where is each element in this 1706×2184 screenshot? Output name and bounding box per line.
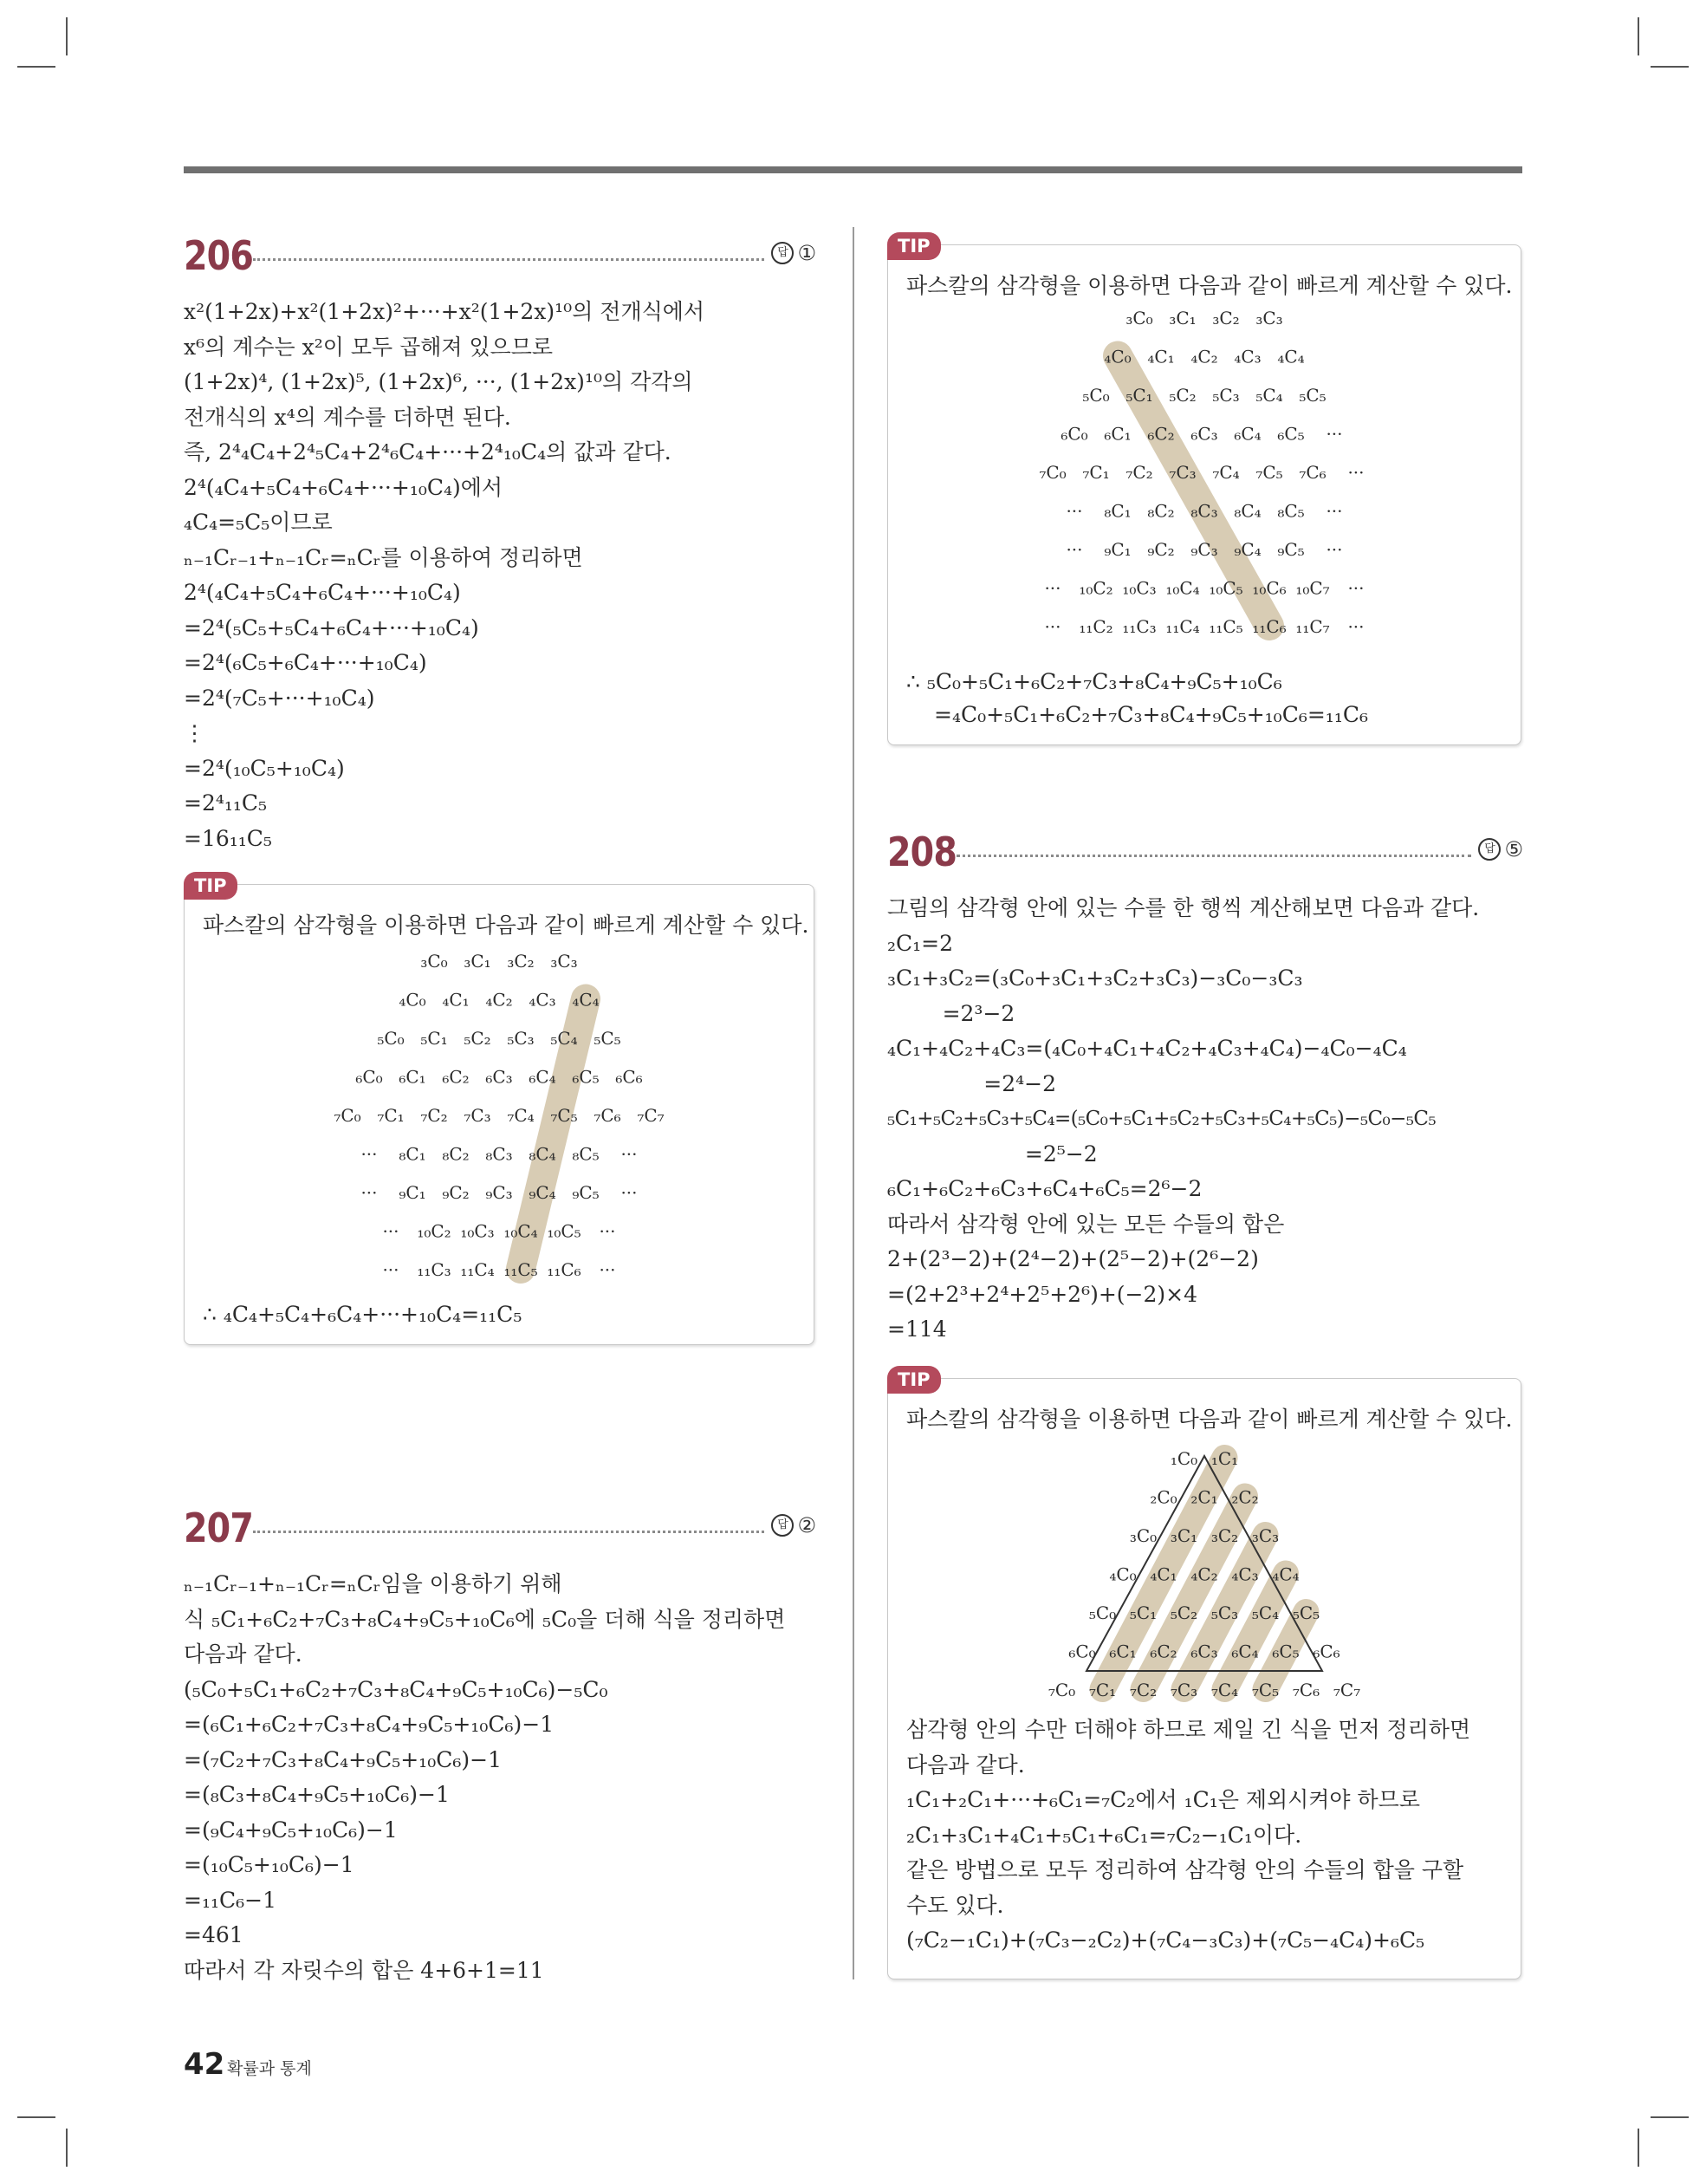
triangle-entry: ₈C₃ <box>1190 500 1218 522</box>
solution-line: ₅C₁+₅C₂+₅C₃+₅C₄=(₅C₀+₅C₁+₅C₂+₅C₃+₅C₄+₅C₅)−₅C₀−₅C₅ <box>887 1108 1436 1130</box>
solution-line: =2⁵−2 <box>887 1141 1098 1167</box>
triangle-entry: ₉C₁ <box>399 1182 426 1203</box>
solution-line: =2³−2 <box>887 1000 1015 1026</box>
pascal-triangle-208 <box>887 1437 1521 1714</box>
triangle-entry: ₇C₅ <box>1255 462 1283 483</box>
triangle-entry: ₆C₂ <box>1147 423 1175 445</box>
triangle-entry: ₃C₁ <box>464 951 491 972</box>
dotted-leader <box>957 855 1471 857</box>
triangle-entry: ₁₁C₄ <box>1165 616 1200 637</box>
solution-line: =(2+2³+2⁴+2⁵+2⁶)+(−2)×4 <box>887 1281 1198 1307</box>
problem-207 <box>184 1505 816 1988</box>
solution-line: =(₉C₄+₉C₅+₁₀C₆)−1 <box>184 1817 398 1843</box>
triangle-entry: ₁₀C₂ <box>417 1220 451 1242</box>
triangle-entry: ₄C₂ <box>1190 346 1218 367</box>
triangle-entry: ₃C₂ <box>1212 308 1240 328</box>
triangle-entry: ₅C₄ <box>550 1028 578 1049</box>
triangle-entry: ₇C₅ <box>550 1105 578 1126</box>
triangle-entry: ₆C₄ <box>1231 1641 1259 1662</box>
tip-line: 같은 방법으로 모두 정리하여 삼각형 안의 수들의 합을 구할 <box>906 1857 1464 1882</box>
triangle-entry: ₄C₄ <box>1277 346 1305 367</box>
triangle-entry: ₁₀C₂ <box>1079 577 1113 599</box>
solution-line: =(₆C₁+₆C₂+₇C₃+₈C₄+₉C₅+₁₀C₆)−1 <box>184 1712 555 1737</box>
triangle-entry: ₇C₄ <box>507 1105 535 1126</box>
triangle-entry: ₅C₀ <box>1088 1602 1117 1623</box>
tip-line: (₇C₂−₁C₁)+(₇C₃−₂C₂)+(₇C₄−₃C₃)+(₇C₅−₄C₄)+₆C₅ <box>906 1927 1425 1953</box>
triangle-entry: ₆C₃ <box>485 1066 513 1088</box>
triangle-entry: ₇C₅ <box>1251 1680 1280 1700</box>
solution-line: 다음과 같다. <box>184 1641 302 1667</box>
triangle-entry: ₂C₁ <box>1190 1486 1218 1508</box>
triangle-entry: ₃C₃ <box>1251 1525 1280 1546</box>
solution-line: 즉, 2⁴₄C₄+2⁴₅C₄+2⁴₆C₄+···+2⁴₁₀C₄의 값과 같다. <box>184 439 671 465</box>
triangle-entry: ₁₁C₃ <box>417 1259 451 1280</box>
tip-label: TIP <box>184 872 237 900</box>
triangle-entry: ₆C₆ <box>1313 1641 1340 1662</box>
triangle-entry: ₁₀C₇ <box>1295 577 1330 599</box>
triangle-entry: ₁₁C₅ <box>503 1259 538 1280</box>
tip-line: 다음과 같다. <box>906 1752 1025 1778</box>
problem-208 <box>887 829 1523 1348</box>
triangle-entry: ··· <box>1347 577 1365 599</box>
crop-mark <box>66 17 68 55</box>
triangle-entry: ₃C₂ <box>1210 1525 1239 1546</box>
triangle-entry: ₆C₀ <box>355 1066 383 1088</box>
triangle-entry: ··· <box>1066 539 1083 560</box>
tip-conclusion: ∴ ₄C₄+₅C₄+₆C₄+···+₁₀C₄=₁₁C₅ <box>203 1302 522 1327</box>
triangle-entry: ₈C₂ <box>442 1143 470 1165</box>
triangle-entry: ₅C₂ <box>464 1028 491 1049</box>
solution-line: =2⁴(₆C₅+₆C₄+···+₁₀C₄) <box>184 650 427 675</box>
triangle-entry: ₅C₁ <box>420 1028 448 1049</box>
solution-line: x²(1+2x)+x²(1+2x)²+···+x²(1+2x)¹⁰의 전개식에서 <box>184 299 705 324</box>
tip-label: TIP <box>887 1366 941 1394</box>
triangle-entry: ₁C₀ <box>1170 1448 1198 1469</box>
tip-line: ₂C₁+₃C₁+₄C₁+₅C₁+₆C₁=₇C₂−₁C₁이다. <box>906 1822 1302 1848</box>
triangle-entry: ₄C₁ <box>442 989 470 1011</box>
tip-text: 파스칼의 삼각형을 이용하면 다음과 같이 빠르게 계산할 수 있다. <box>906 1407 1513 1432</box>
solution-line: ₙ₋₁Cᵣ₋₁+ₙ₋₁Cᵣ=ₙCᵣ임을 이용하기 위해 <box>184 1571 562 1596</box>
solution-line: ₙ₋₁Cᵣ₋₁+ₙ₋₁Cᵣ=ₙCᵣ를 이용하여 정리하면 <box>184 544 583 570</box>
triangle-entry: ₇C₂ <box>1125 462 1153 483</box>
crop-mark <box>66 2129 68 2167</box>
top-rule <box>184 166 1522 173</box>
answer <box>1478 837 1523 861</box>
solution-line: 2⁴(₄C₄+₅C₄+₆C₄+···+₁₀C₄)에서 <box>184 474 503 500</box>
triangle-entry: ₄C₃ <box>1231 1563 1259 1585</box>
triangle-entry: ₁₁C₂ <box>1079 616 1113 637</box>
triangle-entry: ₃C₃ <box>1255 308 1283 328</box>
answer-value: ① <box>797 241 816 265</box>
triangle-entry: ₈C₄ <box>1234 500 1262 522</box>
triangle-entry: ₆C₄ <box>529 1066 556 1088</box>
triangle-entry: ₃C₀ <box>420 951 448 972</box>
tip-207 <box>887 232 1521 745</box>
answer <box>771 241 816 265</box>
triangle-entry: ₁₀C₅ <box>1209 577 1243 599</box>
solution-line: =(₇C₂+₇C₃+₈C₄+₉C₅+₁₀C₆)−1 <box>184 1746 502 1772</box>
triangle-entry: ₂C₂ <box>1231 1486 1259 1508</box>
triangle-entry: ₅C₃ <box>507 1028 535 1049</box>
dotted-leader <box>253 1531 764 1533</box>
solution-line: 2+(2³−2)+(2⁴−2)+(2⁵−2)+(2⁶−2) <box>887 1246 1259 1271</box>
tip-label: TIP <box>887 232 941 260</box>
crop-mark <box>17 66 55 68</box>
solution-line: x⁶의 계수는 x²이 모두 곱해져 있으므로 <box>184 334 554 360</box>
triangle-entry: ··· <box>1326 423 1343 445</box>
triangle-entry: ₁₀C₄ <box>503 1220 538 1242</box>
triangle-entry: ₇C₀ <box>1039 462 1067 483</box>
solution-line: ₃C₁+₃C₂=(₃C₀+₃C₁+₃C₂+₃C₃)−₃C₀−₃C₃ <box>887 965 1303 991</box>
solution-line: =2⁴(₁₀C₅+₁₀C₄) <box>184 755 345 781</box>
triangle-entry: ₉C₅ <box>572 1182 600 1203</box>
crop-mark <box>1638 2129 1639 2167</box>
triangle-entry: ₇C₇ <box>637 1105 665 1126</box>
triangle-entry: ₆C₆ <box>615 1066 643 1088</box>
triangle-entry: ₄C₄ <box>1272 1563 1300 1585</box>
solution-line: (₅C₀+₅C₁+₆C₂+₇C₃+₈C₄+₉C₅+₁₀C₆)−₅C₀ <box>184 1676 608 1702</box>
triangle-entry: ··· <box>1326 500 1343 522</box>
solution <box>184 1567 816 1988</box>
tip-206 <box>184 872 814 1345</box>
triangle-entry: ₉C₂ <box>442 1182 470 1203</box>
triangle-entry: ₅C₀ <box>377 1028 405 1049</box>
triangle-entry: ₉C₃ <box>1190 539 1218 560</box>
triangle-entry: ₄C₂ <box>485 989 513 1011</box>
triangle-entry: ₄C₃ <box>529 989 556 1011</box>
triangle-entry: ··· <box>360 1143 378 1165</box>
triangle-entry: ··· <box>382 1220 399 1242</box>
triangle-entry: ₁₀C₅ <box>547 1220 581 1242</box>
triangle-entry: ₆C₃ <box>1190 423 1218 445</box>
triangle-entry: ··· <box>382 1259 399 1280</box>
triangle-entry: ··· <box>1326 539 1343 560</box>
crop-mark <box>1651 2116 1689 2118</box>
triangle-entry: ₇C₃ <box>464 1105 491 1126</box>
triangle-entry: ₇C₆ <box>1299 462 1327 483</box>
triangle-entry: ₇C₀ <box>1048 1680 1076 1700</box>
triangle-entry: ₆C₀ <box>1061 423 1088 445</box>
problem-header <box>184 1505 816 1557</box>
solution-line: ₄C₁+₄C₂+₄C₃=(₄C₀+₄C₁+₄C₂+₄C₃+₄C₄)−₄C₀−₄C₄ <box>887 1036 1407 1061</box>
triangle-entry: ₃C₂ <box>507 951 535 972</box>
triangle-entry: ₄C₂ <box>1190 1563 1218 1585</box>
triangle-entry: ₈C₁ <box>1104 500 1132 522</box>
triangle-entry: ₄C₁ <box>1150 1563 1177 1585</box>
triangle-entry: ₁₁C₃ <box>1122 616 1157 637</box>
triangle-entry: ₄C₀ <box>1109 1563 1137 1585</box>
triangle-entry: ₇C₁ <box>1082 462 1110 483</box>
triangle-entry: ₅C₃ <box>1210 1602 1239 1623</box>
triangle-entry: ₅C₅ <box>594 1028 621 1049</box>
triangle-entry: ₆C₁ <box>1109 1641 1137 1662</box>
triangle-entry: ₈C₃ <box>485 1143 513 1165</box>
triangle-entry: ₉C₄ <box>1234 539 1262 560</box>
solution-line: 전개식의 x⁴의 계수를 더하면 된다. <box>184 404 511 430</box>
triangle-entry: ₁₁C₅ <box>1209 616 1243 637</box>
solution-line: =2⁴₁₁C₅ <box>184 790 268 816</box>
problem-number: 207 <box>184 1505 254 1551</box>
answer <box>771 1513 816 1537</box>
triangle-entry: ₄C₃ <box>1234 346 1262 367</box>
solution-line: =2⁴−2 <box>887 1070 1056 1096</box>
triangle-entry: ₃C₁ <box>1170 1525 1198 1546</box>
triangle-entry: ··· <box>620 1143 638 1165</box>
triangle-entry: ₇C₆ <box>594 1105 621 1126</box>
column-divider <box>853 227 854 1979</box>
tip-conclusion: ∴ ₅C₀+₅C₁+₆C₂+₇C₃+₈C₄+₉C₅+₁₀C₆ <box>906 669 1282 694</box>
triangle-entry: ₁₁C₇ <box>1295 616 1330 637</box>
triangle-entry: ₉C₂ <box>1147 539 1175 560</box>
triangle-entry: ₇C₁ <box>1088 1680 1117 1700</box>
triangle-entry: ··· <box>1347 462 1365 483</box>
triangle-entry: ₄C₄ <box>572 989 600 1011</box>
solution <box>887 891 1523 1348</box>
triangle-entry: ₉C₅ <box>1277 539 1305 560</box>
triangle-entry: ₅C₄ <box>1251 1602 1280 1623</box>
triangle-entry: ··· <box>1044 616 1061 637</box>
triangle-entry: ₆C₁ <box>1104 423 1132 445</box>
tip-line: 삼각형 안의 수만 더해야 하므로 제일 긴 식을 먼저 정리하면 <box>906 1717 1471 1742</box>
solution-line: =2⁴(₅C₅+₅C₄+₆C₄+···+₁₀C₄) <box>184 614 479 640</box>
triangle-entry: ₅C₂ <box>1170 1602 1198 1623</box>
solution-line: (1+2x)⁴, (1+2x)⁵, (1+2x)⁶, ···, (1+2x)¹⁰의 각각의 <box>184 369 693 394</box>
solution-line: ⋮ <box>184 720 205 745</box>
triangle-entry: ₆C₅ <box>1277 423 1305 445</box>
solution-line: 따라서 삼각형 안에 있는 모든 수들의 합은 <box>887 1211 1285 1237</box>
solution-line: ₆C₁+₆C₂+₆C₃+₆C₄+₆C₅=2⁶−2 <box>887 1176 1203 1201</box>
triangle-entry: ₇C₀ <box>334 1105 361 1126</box>
solution-line: =461 <box>184 1922 243 1947</box>
problem-header <box>184 232 816 284</box>
triangle-entry: ₇C₄ <box>1210 1680 1239 1700</box>
triangle-entry: ₉C₁ <box>1104 539 1132 560</box>
triangle-entry: ₁C₁ <box>1210 1448 1239 1469</box>
triangle-entry: ₁₀C₆ <box>1252 577 1287 599</box>
solution <box>184 295 816 856</box>
tip-after <box>906 1713 1470 1959</box>
solution-line: 그림의 삼각형 안에 있는 수를 한 행씩 계산해보면 다음과 같다. <box>887 895 1480 920</box>
triangle-entry: ₂C₀ <box>1150 1486 1177 1508</box>
triangle-entry: ₇C₃ <box>1169 462 1197 483</box>
solution-line: =₁₁C₆−1 <box>184 1887 276 1913</box>
triangle-entry: ₃C₃ <box>550 951 578 972</box>
pascal-triangle-207 <box>887 303 1521 685</box>
triangle-entry: ₅C₁ <box>1129 1602 1158 1623</box>
triangle-entry: ₆C₂ <box>442 1066 470 1088</box>
triangle-entry: ··· <box>360 1182 378 1203</box>
crop-mark <box>17 2116 55 2118</box>
problem-206 <box>184 232 816 856</box>
triangle-entry: ₁₁C₆ <box>1252 616 1287 637</box>
problem-header <box>887 829 1523 881</box>
triangle-entry: ₈C₅ <box>572 1143 600 1165</box>
tip-line: ₁C₁+₂C₁+···+₆C₁=₇C₂에서 ₁C₁은 제외시켜야 하므로 <box>906 1787 1420 1812</box>
solution-line: ₄C₄=₅C₅이므로 <box>184 510 333 535</box>
triangle-entry: ₆C₂ <box>1150 1641 1177 1662</box>
problem-number: 206 <box>184 232 254 279</box>
triangle-entry: ₈C₄ <box>529 1143 556 1165</box>
triangle-entry: ₈C₅ <box>1277 500 1305 522</box>
triangle-entry: ₃C₀ <box>1125 308 1153 328</box>
triangle-entry: ₅C₁ <box>1125 385 1153 406</box>
tip-text: 파스칼의 삼각형을 이용하면 다음과 같이 빠르게 계산할 수 있다. <box>203 913 809 938</box>
triangle-entry: ₉C₃ <box>485 1182 513 1203</box>
dotted-leader <box>253 258 764 261</box>
answer-value: ② <box>797 1513 816 1537</box>
triangle-entry: ₆C₃ <box>1190 1641 1218 1662</box>
solution-line: =16₁₁C₅ <box>184 825 272 851</box>
triangle-entry: ₇C₇ <box>1333 1680 1361 1700</box>
triangle-entry: ₁₁C₄ <box>460 1259 495 1280</box>
triangle-entry: ₅C₅ <box>1292 1602 1320 1623</box>
triangle-entry: ₅C₄ <box>1255 385 1283 406</box>
triangle-entry: ₁₀C₃ <box>1122 577 1157 599</box>
pascal-triangle-206 <box>184 943 814 1324</box>
triangle-entry: ₅C₀ <box>1082 385 1110 406</box>
triangle-entry: ₅C₂ <box>1169 385 1197 406</box>
triangle-entry: ₁₀C₄ <box>1165 577 1200 599</box>
triangle-entry: ₈C₂ <box>1147 500 1175 522</box>
tip-conclusion: =₄C₀+₅C₁+₆C₂+₇C₃+₈C₄+₉C₅+₁₀C₆=₁₁C₆ <box>934 702 1369 727</box>
triangle-entry: ₈C₁ <box>399 1143 426 1165</box>
solution-line: =114 <box>887 1316 947 1342</box>
triangle-entry: ₉C₄ <box>529 1182 556 1203</box>
triangle-entry: ₄C₀ <box>399 989 426 1011</box>
triangle-entry: ··· <box>599 1259 616 1280</box>
triangle-entry: ₇C₆ <box>1292 1680 1320 1700</box>
page-title: 확률과 통계 <box>227 2059 312 2078</box>
answer-mark-icon: 답 <box>1478 838 1501 861</box>
solution-line: =(₈C₃+₈C₄+₉C₅+₁₀C₆)−1 <box>184 1782 450 1807</box>
triangle-entry: ₆C₄ <box>1234 423 1262 445</box>
answer-value: ⑤ <box>1504 837 1523 861</box>
triangle-entry: ··· <box>599 1220 616 1242</box>
solution-line: =(₁₀C₅+₁₀C₆)−1 <box>184 1852 354 1877</box>
solution-line: 2⁴(₄C₄+₅C₄+₆C₄+···+₁₀C₄) <box>184 580 461 605</box>
problem-number: 208 <box>887 829 957 875</box>
triangle-entry: ₇C₄ <box>1212 462 1240 483</box>
triangle-entry: ··· <box>620 1182 638 1203</box>
crop-mark <box>1651 66 1689 68</box>
page-number: 42 <box>184 2047 225 2082</box>
triangle-entry: ··· <box>1066 500 1083 522</box>
crop-mark <box>1638 17 1639 55</box>
triangle-entry: ₇C₂ <box>420 1105 448 1126</box>
triangle-entry: ₆C₅ <box>572 1066 600 1088</box>
triangle-entry: ₆C₅ <box>1272 1641 1300 1662</box>
triangle-entry: ₅C₅ <box>1299 385 1327 406</box>
triangle-entry: ₄C₀ <box>1104 346 1132 367</box>
triangle-entry: ₇C₂ <box>1129 1680 1158 1700</box>
triangle-entry: ₃C₁ <box>1169 308 1197 328</box>
solution-line: 따라서 각 자릿수의 합은 4+6+1=11 <box>184 1957 544 1983</box>
triangle-entry: ₁₀C₃ <box>460 1220 495 1242</box>
triangle-entry: ₃C₀ <box>1129 1525 1158 1546</box>
triangle-entry: ··· <box>1044 577 1061 599</box>
triangle-entry: ₇C₁ <box>377 1105 405 1126</box>
triangle-entry: ₆C₀ <box>1068 1641 1096 1662</box>
triangle-entry: ··· <box>1347 616 1365 637</box>
solution-line: =2⁴(₇C₅+···+₁₀C₄) <box>184 685 375 711</box>
triangle-entry: ₁₁C₆ <box>547 1259 581 1280</box>
triangle-entry: ₅C₃ <box>1212 385 1240 406</box>
triangle-entry: ₄C₁ <box>1147 346 1175 367</box>
tip-208 <box>887 1366 1521 1979</box>
answer-mark-icon: 답 <box>771 242 794 264</box>
triangle-entry: ₇C₃ <box>1170 1680 1198 1700</box>
triangle-entry: ₆C₁ <box>399 1066 426 1088</box>
tip-line: 수도 있다. <box>906 1892 1004 1918</box>
solution-line: ₂C₁=2 <box>887 930 954 956</box>
tip-text: 파스칼의 삼각형을 이용하면 다음과 같이 빠르게 계산할 수 있다. <box>906 273 1513 298</box>
answer-mark-icon: 답 <box>771 1514 794 1537</box>
solution-line: 식 ₅C₁+₆C₂+₇C₃+₈C₄+₉C₅+₁₀C₆에 ₅C₀을 더해 식을 정리하면 <box>184 1606 786 1632</box>
